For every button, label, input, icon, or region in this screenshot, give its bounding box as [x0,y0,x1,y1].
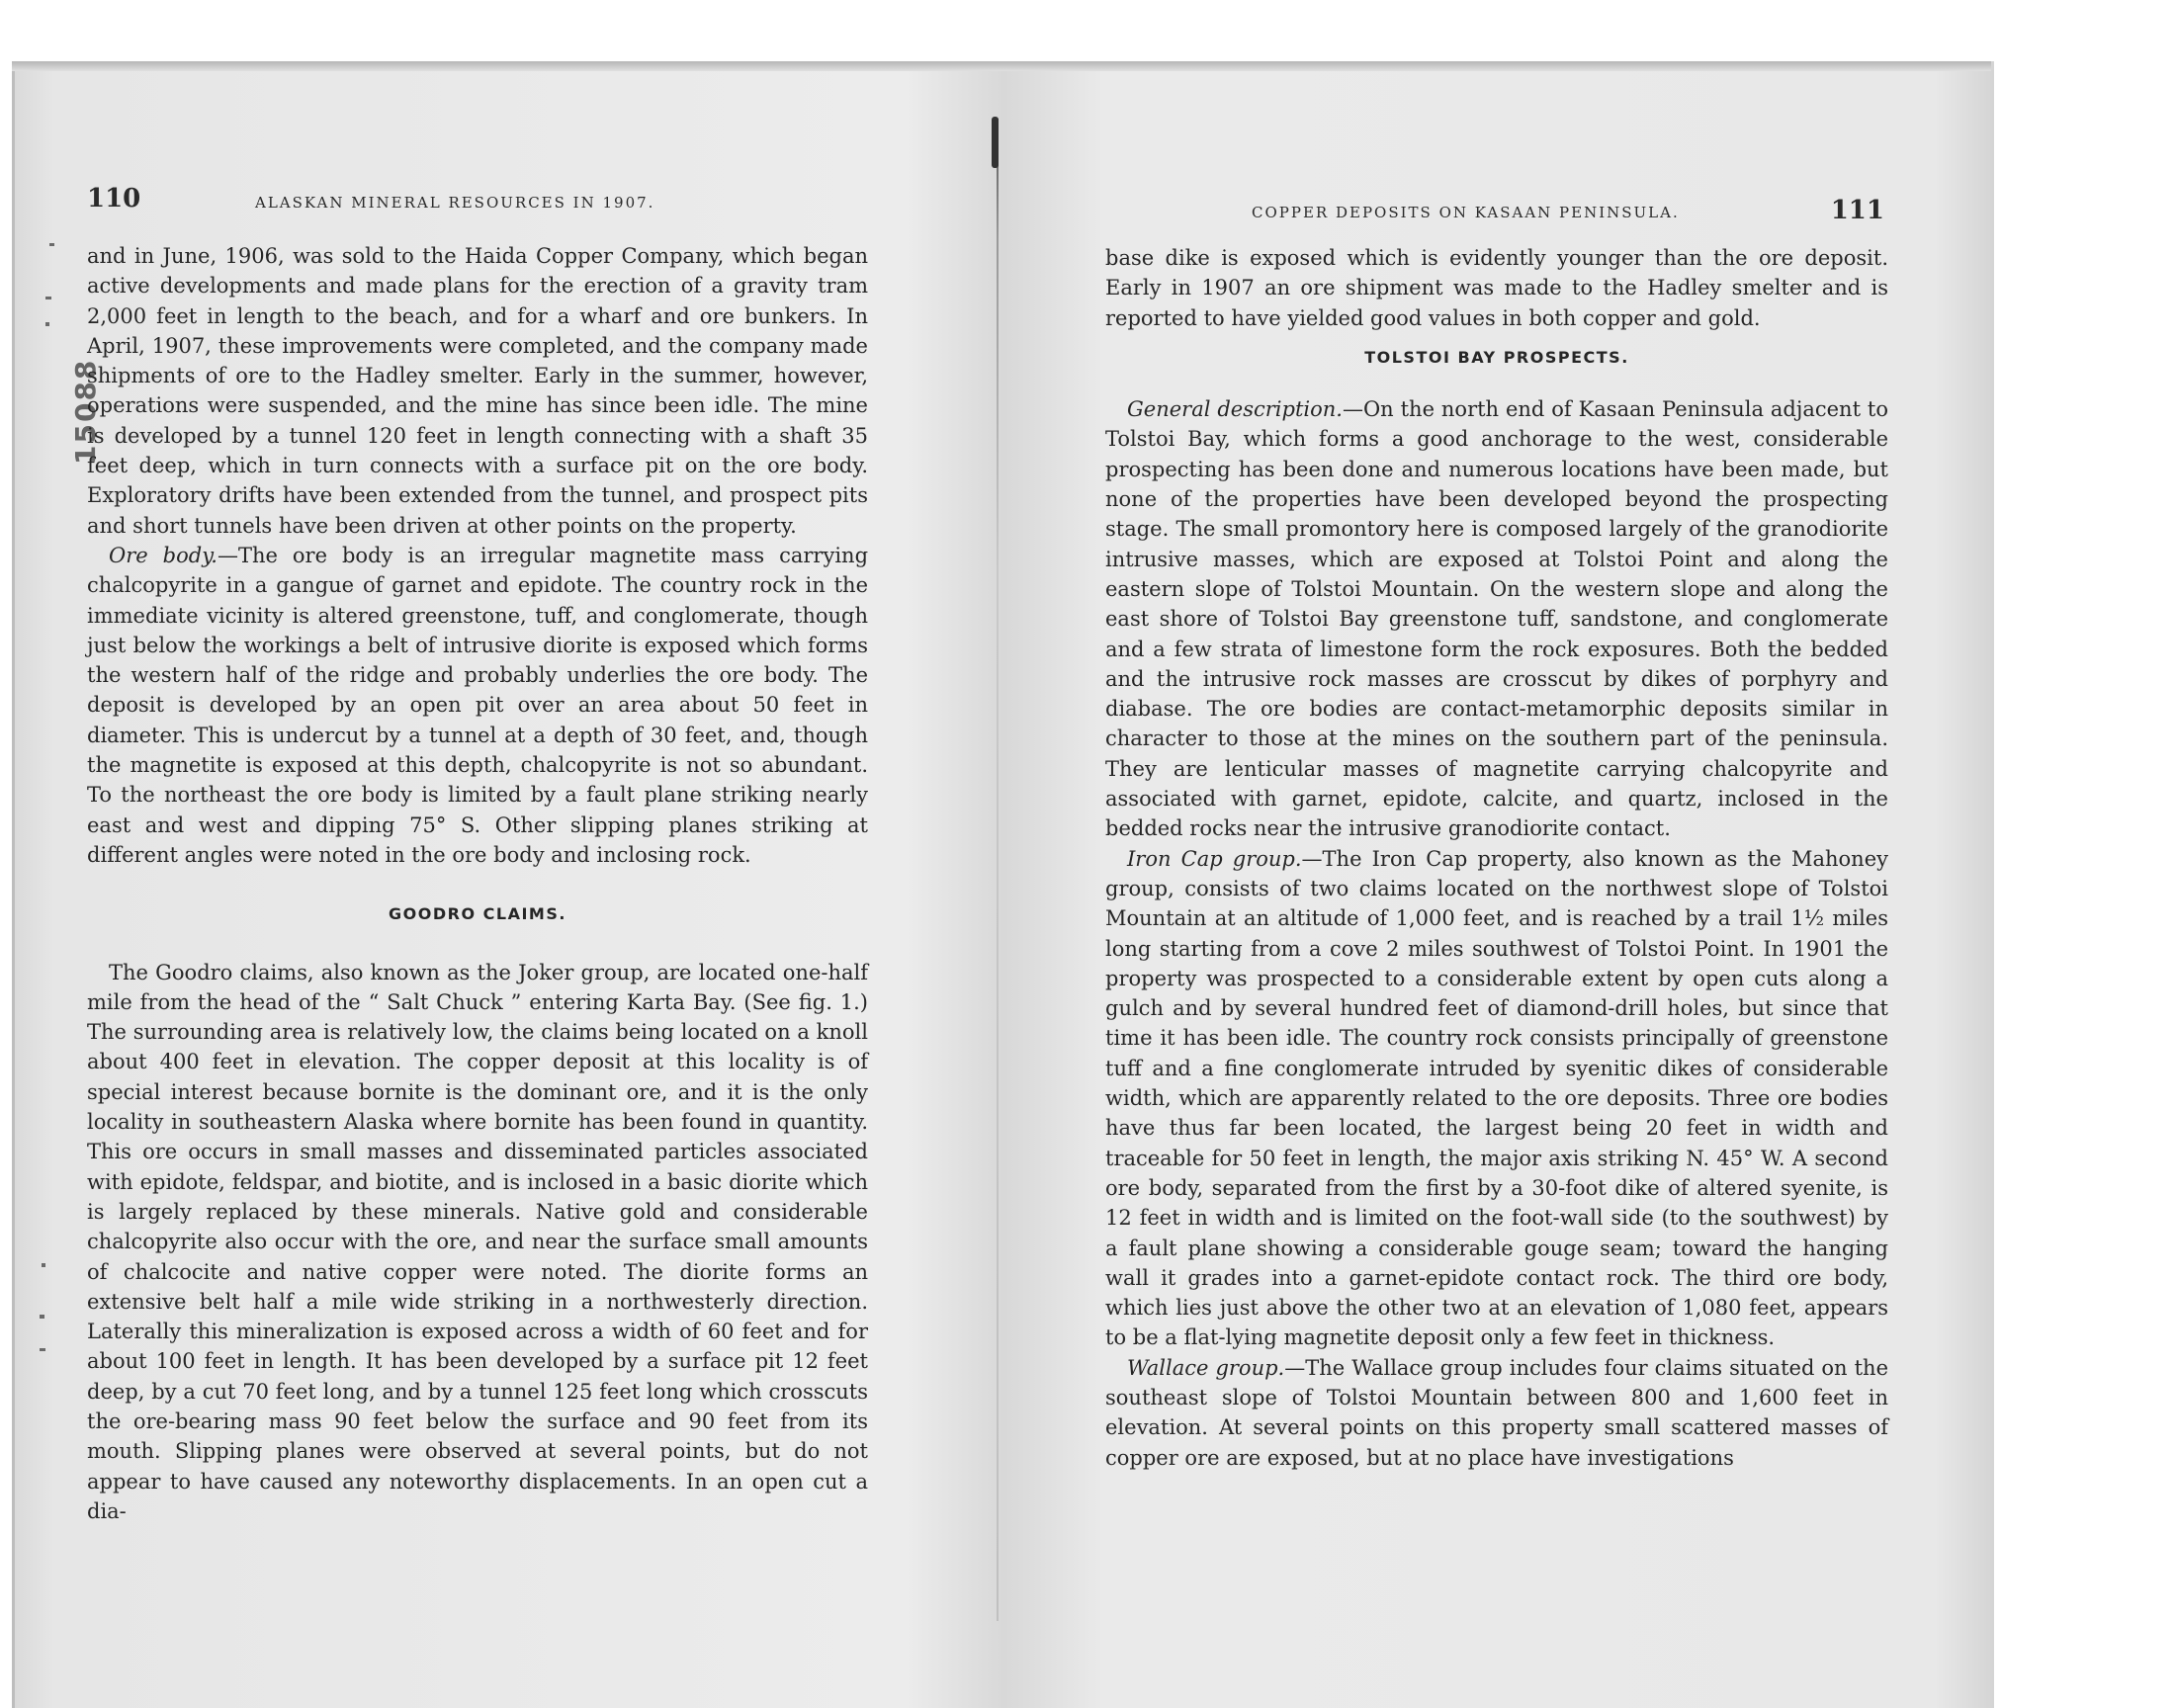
margin-tick [40,1348,45,1351]
goodro-paragraph: The Goodro claims, also known as the Joker group, are located one-half mile from the head of the “ Salt Chuck ” entering Karta Bay. (See fig. 1.) The surrounding area is relatively low, the claims being located on a knoll about 400 feet in elevation. The copper deposit at this locality is of special interest because bornite is the dominant ore, and it is the only locality in southeastern Alaska where bornite has been found in quantity. This ore occurs in small masses and disseminated particles associated with epidote, feldspar, and biotite, and is inclosed in a basic diorite which is largely replaced by these minerals. Native gold and considerable chalcopyrite also occur with the ore, and near the surface small amounts of chalcocite and native copper were noted. The diorite forms an extensive belt half a mile wide striking in a northwesterly direction. Laterally this mineralization is exposed across a width of 60 feet and for about 100 feet in length. It has been developed by a surface pit 12 feet deep, by a cut 70 feet long, and by a tunnel 125 feet long which crosscuts the ore-bearing mass 90 feet below the surface and 90 feet from its mouth. Slipping planes were observed at several points, but do not appear to have caused any noteworthy displacements. In an open cut a dia- [87,960,868,1523]
right-page-body [1105,243,1888,1473]
ore-body-text: —The ore body is an irregular magnetite mass carrying chalcopyrite in a gangue of garnet and epidote. The country rock in the immediate vicinity is altered greenstone, tuff, and conglomerate, though just below the workings a belt of intrusive diorite is exposed which forms the western half of the ridge and probably underlies the ore body. The deposit is developed by an open pit over an area about 50 feet in diameter. This is undercut by a tunnel at a depth of 30 feet, and, though the magnetite is exposed at this depth, chalcopyrite is not so abundant. To the northeast the ore body is limited by a fault plane striking nearly east and west and dipping 75° S. Other slipping planes striking at different angles were noted in the ore body and inclosing rock. [87,543,869,867]
margin-tick [45,322,49,326]
iron-cap-lead: Iron Cap group. [1127,846,1302,871]
wallace-text: —The Wallace group includes four claims situated on the southeast slope of Tolstoi Mountain between 800 and 1,600 feet in elevation. At several points on this property small scattered masses of copper ore are exposed, but at no place have investigations [1105,1355,1888,1470]
ore-body-lead: Ore body. [109,543,218,567]
general-description-text: —On the north end of Kasaan Peninsula adjacent to Tolstoi Bay, which forms a good anchorage to the west, considerable prospecting has been done and numerous locations have been made, but none of the properties have been developed beyond the prospecting stage. The small promontory here is composed largely of the granodiorite intrusive masses, which are exposed at Tolstoi Point and along the eastern slope of Tolstoi Mountain. On the western slope and along the east shore of Tolstoi Bay greenstone tuff, sandstone, and conglomerate and a few strata of limestone form the rock exposures. Both the bedded and the intrusive rock masses are crosscut by dikes of porphyry and diabase. The ore bodies are contact-metamorphic deposits similar in character to those at the mines on the southern part of the peninsula. They are lenticular masses of magnetite carrying chalcopyrite and associated with garnet, epidote, calcite, and quartz, inclosed in the bedded rocks near the intrusive granodiorite contact. [1105,397,1889,841]
ore-body-paragraph [87,541,868,870]
gutter-binding-mark [992,117,999,168]
general-description-paragraph [1105,394,1888,843]
wallace-lead: Wallace group. [1127,1355,1285,1380]
margin-tick [42,1263,45,1267]
right-page-header [1105,188,1894,225]
margin-stamp-number: 15088 [69,358,102,465]
general-description-lead: General description. [1127,397,1343,422]
opening-paragraph: base dike is exposed which is evidently younger than the ore deposit. Early in 1907 an ore shipment was made to the Hadley smelter and is reported to have yielded good values in both copper and gold. [1105,246,1888,330]
margin-tick [49,243,54,246]
iron-cap-text: —The Iron Cap property, also known as the Mahoney group, consists of two claims located on the northwest slope of Tolstoi Mountain at an altitude of 1,000 feet, and is reached by a trail 1½ miles long starting from a cove 2 miles southwest of Tolstoi Point. In 1901 the property was prospected to a considerable extent by open cuts along a gulch and by several hundred feet of diamond-drill holes, but since that time it has been idle. The country rock consists principally of greenstone tuff and a fine conglomerate intruded by syenitic dikes of considerable width, which are apparently related to the ore deposits. Three ore bodies have thus far been located, the largest being 20 feet in width and traceable for 50 feet in length, the major axis striking N. 45° W. A second ore body, separated from the first by a 30-foot dike of altered syenite, is 12 feet in width and is limited on the foot-wall side (to the southwest) by a fault plane showing a considerable gouge seam; toward the hanging wall it grades into a garnet-epidote contact rock. The third ore body, which lies just above the other two at an elevation of 1,080 feet, appears to be a flat-lying magnetite deposit only a few feet in thickness. [1105,846,1888,1350]
tolstoi-bay-heading: TOLSTOI BAY PROSPECTS. [1364,347,1629,367]
haida-paragraph: and in June, 1906, was sold to the Haida Copper Company, which began active developments and made plans for the erection of a gravity tram 2,000 feet in length to the beach, and for a wharf and ore bunkers. In April, 1907, these improvements were completed, and the company made shipments of ore to the Hadley smelter. Early in the summer, however, operations were suspended, and the mine has since been idle. The mine is developed by a tunnel 120 feet in length connecting with a shaft 35 feet deep, which in turn connects with a surface pit on the ore body. Exploratory drifts have been extended from the tunnel, and prospect pits and short tunnels have been driven at other points on the property. [87,244,868,538]
right-running-head: COPPER DEPOSITS ON KASAAN PENINSULA. [1252,204,1680,221]
right-page-number: 111 [1830,196,1884,225]
margin-tick [45,297,51,299]
left-running-head: ALASKAN MINERAL RESOURCES IN 1907. [255,194,655,212]
margin-tick [40,1315,44,1319]
left-page-number: 110 [87,184,141,214]
iron-cap-paragraph [1105,844,1888,1353]
left-page-body [87,241,868,1526]
wallace-paragraph [1105,1353,1888,1473]
scan-top-edge [12,61,1991,71]
book-gutter [997,119,999,1621]
left-page-header [77,184,878,221]
goodro-claims-heading: GOODRO CLAIMS. [389,904,566,924]
